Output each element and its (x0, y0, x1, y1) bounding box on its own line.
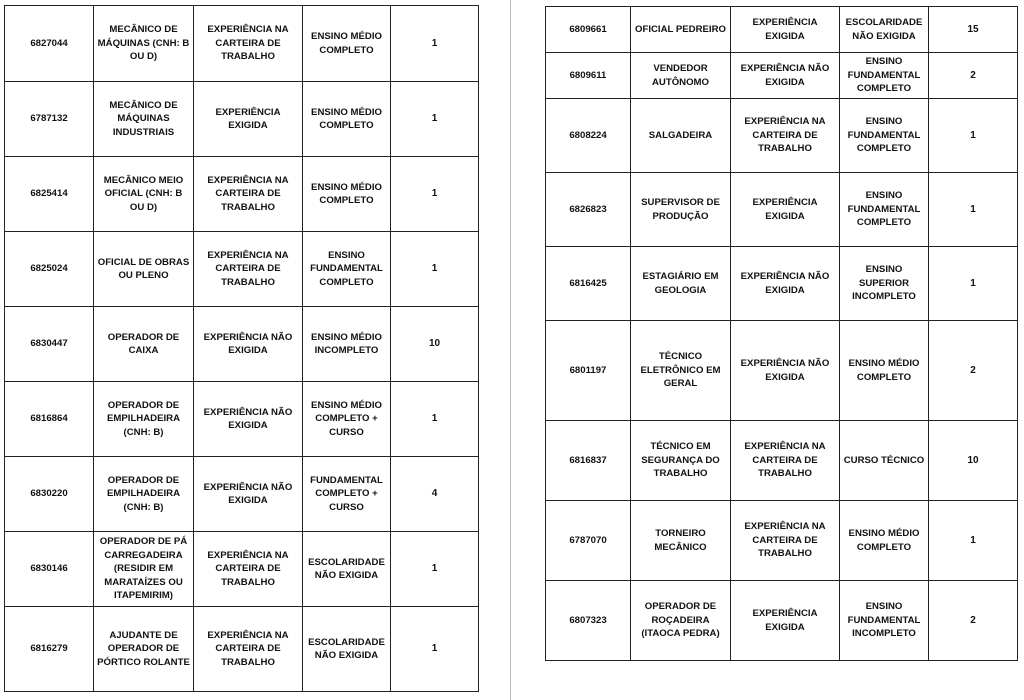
experience-requirement: EXPERIÊNCIA NÃO EXIGIDA (194, 382, 303, 457)
experience-requirement: EXPERIÊNCIA NÃO EXIGIDA (731, 247, 840, 321)
job-title: TÉCNICO ELETRÔNICO EM GERAL (631, 321, 731, 421)
education-requirement: ENSINO FUNDAMENTAL COMPLETO (840, 99, 929, 173)
table-row (5, 307, 479, 382)
education-requirement: ENSINO MÉDIO COMPLETO + CURSO (303, 382, 391, 457)
job-title: AJUDANTE DE OPERADOR DE PÓRTICO ROLANTE (94, 607, 194, 692)
page-gutter (500, 0, 514, 700)
vacancy-count: 10 (391, 307, 479, 382)
job-title: OPERADOR DE CAIXA (94, 307, 194, 382)
education-requirement: ENSINO MÉDIO COMPLETO (303, 82, 391, 157)
table-row (546, 247, 1018, 321)
education-requirement: ENSINO MÉDIO COMPLETO (303, 6, 391, 82)
experience-requirement: EXPERIÊNCIA NA CARTEIRA DE TRABALHO (194, 6, 303, 82)
vacancy-count: 2 (929, 581, 1018, 661)
experience-requirement: EXPERIÊNCIA NÃO EXIGIDA (731, 53, 840, 99)
vacancy-code: 6830447 (5, 307, 94, 382)
job-title: OPERADOR DE PÁ CARREGADEIRA (RESIDIR EM MARATAÍZES OU ITAPEMIRIM) (94, 532, 194, 607)
education-requirement: ENSINO MÉDIO COMPLETO (840, 321, 929, 421)
vacancy-count: 1 (391, 607, 479, 692)
table-row (5, 232, 479, 307)
document-page-left (0, 0, 500, 700)
experience-requirement: EXPERIÊNCIA NA CARTEIRA DE TRABALHO (194, 607, 303, 692)
vacancy-count: 1 (929, 501, 1018, 581)
vacancy-count: 1 (391, 382, 479, 457)
experience-requirement: EXPERIÊNCIA NA CARTEIRA DE TRABALHO (731, 501, 840, 581)
experience-requirement: EXPERIÊNCIA NÃO EXIGIDA (194, 307, 303, 382)
vacancy-code: 6787070 (546, 501, 631, 581)
experience-requirement: EXPERIÊNCIA NÃO EXIGIDA (731, 321, 840, 421)
vacancy-count: 1 (929, 99, 1018, 173)
job-vacancies-table-left (4, 5, 479, 692)
job-title: TÉCNICO EM SEGURANÇA DO TRABALHO (631, 421, 731, 501)
table-row (5, 457, 479, 532)
document-page-right (514, 0, 1024, 700)
vacancy-code: 6787132 (5, 82, 94, 157)
job-title: TORNEIRO MECÂNICO (631, 501, 731, 581)
vacancy-count: 15 (929, 7, 1018, 53)
education-requirement: ESCOLARIDADE NÃO EXIGIDA (840, 7, 929, 53)
vacancy-code: 6830146 (5, 532, 94, 607)
vacancy-code: 6825414 (5, 157, 94, 232)
vacancy-count: 1 (929, 173, 1018, 247)
vacancy-code: 6816837 (546, 421, 631, 501)
job-title: SALGADEIRA (631, 99, 731, 173)
education-requirement: ENSINO MÉDIO COMPLETO (840, 501, 929, 581)
vacancy-code: 6826823 (546, 173, 631, 247)
vacancy-code: 6825024 (5, 232, 94, 307)
vacancy-code: 6801197 (546, 321, 631, 421)
experience-requirement: EXPERIÊNCIA NA CARTEIRA DE TRABALHO (731, 99, 840, 173)
education-requirement: ENSINO SUPERIOR INCOMPLETO (840, 247, 929, 321)
vacancy-count: 1 (391, 6, 479, 82)
table-row (5, 157, 479, 232)
vacancy-count: 1 (391, 82, 479, 157)
job-title: OPERADOR DE EMPILHADEIRA (CNH: B) (94, 457, 194, 532)
vacancy-count: 1 (391, 157, 479, 232)
job-title: ESTAGIÁRIO EM GEOLOGIA (631, 247, 731, 321)
table-row (546, 421, 1018, 501)
experience-requirement: EXPERIÊNCIA NA CARTEIRA DE TRABALHO (731, 421, 840, 501)
experience-requirement: EXPERIÊNCIA NA CARTEIRA DE TRABALHO (194, 232, 303, 307)
vacancy-count: 2 (929, 321, 1018, 421)
vacancy-code: 6830220 (5, 457, 94, 532)
job-title: SUPERVISOR DE PRODUÇÃO (631, 173, 731, 247)
table-row (546, 321, 1018, 421)
education-requirement: FUNDAMENTAL COMPLETO + CURSO (303, 457, 391, 532)
education-requirement: ENSINO FUNDAMENTAL COMPLETO (840, 53, 929, 99)
experience-requirement: EXPERIÊNCIA EXIGIDA (731, 173, 840, 247)
table-row (546, 7, 1018, 53)
experience-requirement: EXPERIÊNCIA EXIGIDA (731, 7, 840, 53)
education-requirement: ENSINO FUNDAMENTAL INCOMPLETO (840, 581, 929, 661)
job-title: OFICIAL PEDREIRO (631, 7, 731, 53)
experience-requirement: EXPERIÊNCIA NÃO EXIGIDA (194, 457, 303, 532)
table-row (5, 607, 479, 692)
vacancy-count: 1 (391, 232, 479, 307)
table-row (5, 6, 479, 82)
vacancy-code: 6809661 (546, 7, 631, 53)
job-title: VENDEDOR AUTÔNOMO (631, 53, 731, 99)
vacancy-code: 6816864 (5, 382, 94, 457)
vacancy-code: 6827044 (5, 6, 94, 82)
vacancy-code: 6816279 (5, 607, 94, 692)
table-row (546, 501, 1018, 581)
job-title: OPERADOR DE ROÇADEIRA (ITAOCA PEDRA) (631, 581, 731, 661)
job-vacancies-table-right (545, 6, 1018, 661)
vacancy-count: 2 (929, 53, 1018, 99)
experience-requirement: EXPERIÊNCIA EXIGIDA (731, 581, 840, 661)
table-row (546, 53, 1018, 99)
job-title: OFICIAL DE OBRAS OU PLENO (94, 232, 194, 307)
job-title: MECÂNICO DE MÁQUINAS INDUSTRIAIS (94, 82, 194, 157)
experience-requirement: EXPERIÊNCIA EXIGIDA (194, 82, 303, 157)
vacancy-code: 6816425 (546, 247, 631, 321)
education-requirement: ENSINO MÉDIO COMPLETO (303, 157, 391, 232)
vacancy-count: 10 (929, 421, 1018, 501)
education-requirement: ENSINO MÉDIO INCOMPLETO (303, 307, 391, 382)
table-row (546, 173, 1018, 247)
vacancy-code: 6807323 (546, 581, 631, 661)
table-row (5, 82, 479, 157)
education-requirement: ESCOLARIDADE NÃO EXIGIDA (303, 532, 391, 607)
vacancy-code: 6809611 (546, 53, 631, 99)
job-title: MECÂNICO DE MÁQUINAS (CNH: B OU D) (94, 6, 194, 82)
job-title: MECÂNICO MEIO OFICIAL (CNH: B OU D) (94, 157, 194, 232)
experience-requirement: EXPERIÊNCIA NA CARTEIRA DE TRABALHO (194, 157, 303, 232)
education-requirement: ESCOLARIDADE NÃO EXIGIDA (303, 607, 391, 692)
education-requirement: ENSINO FUNDAMENTAL COMPLETO (303, 232, 391, 307)
experience-requirement: EXPERIÊNCIA NA CARTEIRA DE TRABALHO (194, 532, 303, 607)
job-title: OPERADOR DE EMPILHADEIRA (CNH: B) (94, 382, 194, 457)
vacancy-count: 1 (391, 532, 479, 607)
vacancy-count: 1 (929, 247, 1018, 321)
table-row (546, 581, 1018, 661)
table-row (5, 532, 479, 607)
education-requirement: CURSO TÉCNICO (840, 421, 929, 501)
table-row (546, 99, 1018, 173)
education-requirement: ENSINO FUNDAMENTAL COMPLETO (840, 173, 929, 247)
table-row (5, 382, 479, 457)
vacancy-count: 4 (391, 457, 479, 532)
vacancy-code: 6808224 (546, 99, 631, 173)
